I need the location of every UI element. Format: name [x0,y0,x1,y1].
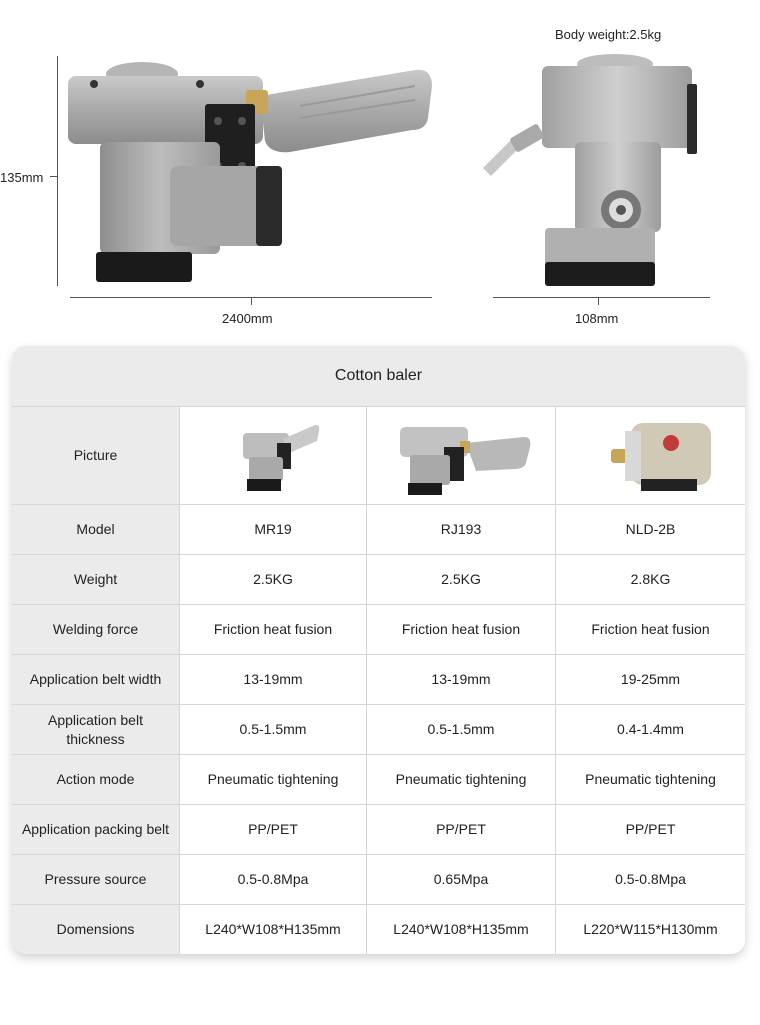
table-cell: 0.5-1.5mm [179,705,366,754]
table-cell: 2.5KG [179,555,366,604]
table-cell: Pneumatic tightening [366,755,555,804]
table-row [12,904,745,954]
row-label: Application belt width [12,655,179,704]
table-cell: Friction heat fusion [555,605,745,654]
row-label: Welding force [12,605,179,654]
table-cell: L240*W108*H135mm [366,905,555,954]
height-dimension-line [57,56,58,286]
height-dimension-label: 135mm [0,170,44,185]
table-row [12,504,745,554]
table-cell: 2.8KG [555,555,745,604]
table-cell: L220*W115*H130mm [555,905,745,954]
table-row [12,704,745,754]
table-row [12,604,745,654]
row-label: Weight [12,555,179,604]
table-cell: Pneumatic tightening [555,755,745,804]
table-cell: 13-19mm [179,655,366,704]
table-title: Cotton baler [12,346,745,406]
product-picture-nld2b [555,407,745,504]
specification-table-card [12,346,745,954]
body-weight-note: Body weight:2.5kg [555,27,662,42]
product-views [0,0,760,340]
table-cell: 0.4-1.4mm [555,705,745,754]
height-dimension-tick [50,176,58,177]
table-cell: 19-25mm [555,655,745,704]
table-cell: L240*W108*H135mm [179,905,366,954]
table-cell: Friction heat fusion [366,605,555,654]
table-cell: Friction heat fusion [179,605,366,654]
table-cell: 0.65Mpa [366,855,555,904]
table-row [12,406,745,504]
table-cell: 0.5-0.8Mpa [555,855,745,904]
row-label: Action mode [12,755,179,804]
table-cell: 13-19mm [366,655,555,704]
width-dimension-line [493,297,710,298]
row-label: Domensions [12,905,179,954]
table-cell: PP/PET [366,805,555,854]
product-picture-rj193 [366,407,555,504]
table-row [12,854,745,904]
mr19-image [223,413,323,499]
table-row [12,804,745,854]
row-label: Application belt thickness [12,705,179,754]
width-dimension-tick [598,297,599,305]
product-picture-mr19 [179,407,366,504]
row-label: Pressure source [12,855,179,904]
table-cell: 2.5KG [366,555,555,604]
table-cell: PP/PET [179,805,366,854]
length-dimension-label: 2400mm [222,311,273,326]
table-cell: MR19 [179,505,366,554]
row-label: Application packing belt [12,805,179,854]
table-row [12,554,745,604]
table-row [12,754,745,804]
row-label: Model [12,505,179,554]
machine-side-view-image [60,56,440,288]
rj193-image [386,413,536,499]
table-cell: PP/PET [555,805,745,854]
specification-table [12,406,745,954]
width-dimension-label: 108mm [575,311,619,326]
nld2b-image [581,413,721,499]
table-cell: RJ193 [366,505,555,554]
table-cell: 0.5-0.8Mpa [179,855,366,904]
machine-front-view-image [475,50,705,290]
length-dimension-tick [251,297,252,305]
table-cell: NLD-2B [555,505,745,554]
table-cell: 0.5-1.5mm [366,705,555,754]
table-row [12,654,745,704]
row-label: Picture [12,407,179,504]
table-cell: Pneumatic tightening [179,755,366,804]
